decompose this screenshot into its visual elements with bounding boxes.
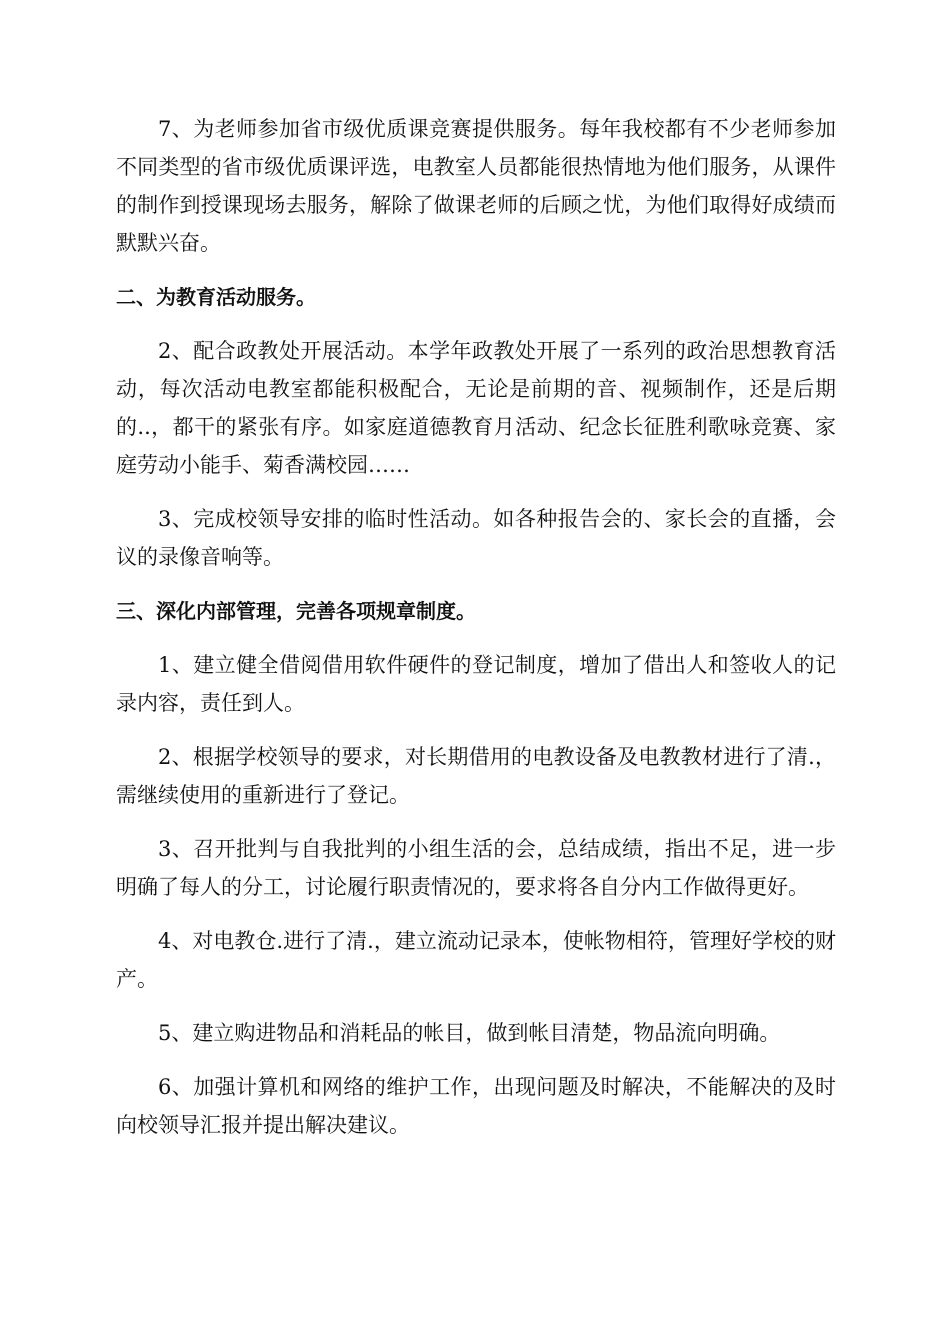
- document-body: [116, 110, 836, 1160]
- paragraph-item-3: 3、完成校领导安排的临时性活动。如各种报告会的、家长会的直播，会议的录像音响等。: [116, 507, 836, 569]
- section-heading-2: 二、为教育活动服务。: [116, 285, 316, 309]
- paragraph-item-4: 4、对电教仓.进行了清.，建立流动记录本，使帐物相符，管理好学校的财产。: [116, 929, 836, 991]
- paragraph-item-6: 6、加强计算机和网络的维护工作，出现问题及时解决，不能解决的及时向校领导汇报并提出解决建议。: [116, 1075, 836, 1137]
- paragraph-item-7: 7、为老师参加省市级优质课竞赛提供服务。每年我校都有不少老师参加不同类型的省市级优质课评选，电教室人员都能很热情地为他们服务，从课件的制作到授课现场去服务，解除了做课老师的后顾之忧，为他们取得好成绩而默默兴奋。: [116, 117, 836, 255]
- paragraph-item-5: 5、建立购进物品和消耗品的帐目，做到帐目清楚，物品流向明确。: [158, 1021, 781, 1045]
- paragraph-item-2b: 2、根据学校领导的要求，对长期借用的电教设备及电教教材进行了清.，需继续使用的重新进行了登记。: [116, 745, 836, 807]
- section-heading-3: 三、深化内部管理，完善各项规章制度。: [116, 599, 476, 623]
- paragraph-item-3b: 3、召开批判与自我批判的小组生活的会，总结成绩，指出不足，进一步明确了每人的分工，讨论履行职责情况的，要求将各自分内工作做得更好。: [116, 837, 836, 899]
- paragraph-item-1: 1、建立健全借阅借用软件硬件的登记制度，增加了借出人和签收人的记录内容，责任到人。: [116, 653, 836, 715]
- paragraph-item-2: 2、配合政教处开展活动。本学年政教处开展了一系列的政治思想教育活动，每次活动电教室都能积极配合，无论是前期的音、视频制作，还是后期的..，都干的紧张有序。如家庭道德教育月活动、纪念长征胜利歌咏竞赛、家庭劳动小能手、菊香满校园……: [116, 339, 836, 477]
